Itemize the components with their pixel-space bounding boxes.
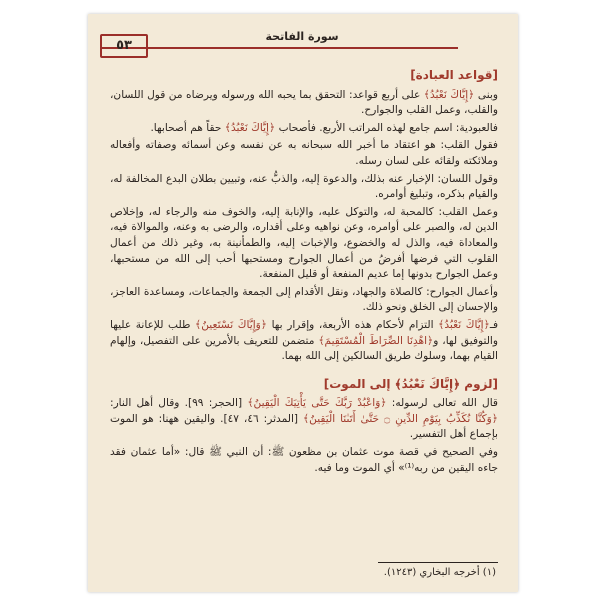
text: وبنى [474,88,498,101]
footnote-rule [378,562,498,563]
text: طلب للإعانة عليها والتوفيق لها، و [110,318,498,347]
text: فالعبودية: اسم جامع لهذه المراتب الأربع. فأصحاب [275,121,498,134]
text: [المدثر: ٤٦، ٤٧]. واليقين ههنا: هو الموت بإجماع أهل التفسير. [110,412,498,441]
spacer [110,367,498,375]
paragraph: وأعمال الجوارح: كالصلاة والجهاد، ونقل الأقدام إلى الجمعة والجماعات، ومساعدة العاجز، والإحسان إلى الخلق ونحو ذلك. [110,285,498,314]
quran-verse: ﴿وَاعْبُدْ رَبَّكَ حَتَّى يَأْتِيَكَ الْيَقِينُ﴾ [247,397,387,410]
surah-title: سورة الفاتحة [265,30,339,43]
paragraph: وقول اللسان: الإخبار عنه بذلك، والدعوة إليه، والذبُّ عنه، وتبيين بطلان البدع المخالفة له، والقيام بذكره، وتبليغ أوامره. [110,172,498,201]
section-heading-until-death [324,377,498,393]
text: على أربع قواعد: التحقق بما يحبه الله ورسوله ويرضاه من قول اللسان، والقلب، وعمل القلب والجوارح. [110,88,498,117]
quran-verse: ﴿إِيَّاكَ نَعْبُدُ﴾ [423,88,475,101]
header-rule [100,47,458,49]
quran-verse: ﴿إِيَّاكَ نَعْبُدُ﴾ [224,121,276,134]
quran-verse: ﴿إِيَّاكَ نَعْبُدُ﴾ [438,318,490,331]
page-header [100,30,504,54]
paragraph [110,121,498,137]
heading-text: [لزوم [460,376,498,391]
text: التزام لأحكام هذه الأربعة، وإقرار بها [266,318,439,331]
page-number: ٥٣ [100,34,148,58]
heading-verse: ﴿إِيَّاكَ نَعْبُدُ﴾ [394,376,461,391]
book-page [88,14,518,592]
paragraph [110,318,498,365]
paragraph [110,88,498,119]
heading-text: إلى الموت] [323,376,395,391]
quran-verse: ﴿اهْدِنَا الصِّرَاطَ الْمُسْتَقِيمَ﴾ [318,334,434,347]
footnote: (١) أخرجه البخاري (١٢٤٣). [383,567,496,578]
paragraph: فقول القلب: هو اعتقاد ما أخبر الله سبحانه به عن نفسه وعن أسمائه وصفاته وأفعاله وملائكته ولقائه على لسان رسله. [110,139,498,167]
section-heading-worship-rules: [قواعد العبادة] [410,68,498,82]
quran-verse: ﴿وَكُنَّا نُكَذِّبُ بِيَوْمِ الدِّينِ ۝ حَتَّىٰ أَتَىٰنَا الْيَقِينُ﴾ [302,412,499,425]
text: قال الله تعالى لرسوله: [386,397,499,410]
text: فـ [489,318,499,331]
text: [الحجر: ٩٩]. وقال أهل النار: [110,397,248,410]
text: متضمن للتعريف بالأمرين على التفصيل، وإلهام القيام بهما، وسلوك طريق السالكين إلى الله بهما. [110,334,498,363]
text: حقاً هم أصحابها. [150,121,225,134]
page-content [110,66,498,478]
paragraph: وفي الصحيح في قصة موت عثمان بن مظعون ﷺ: أن النبي ﷺ قال: «أما عثمان فقد جاءه اليقين من ربه⁽¹⁾» أي الموت وما فيه. [110,446,498,474]
quran-verse: ﴿وَإِيَّاكَ نَسْتَعِينُ﴾ [195,318,267,331]
paragraph [110,396,498,443]
paragraph: وعمل القلب: كالمحبة له، والتوكل عليه، والإنابة إليه، والخوف منه والرجاء له، وإخلاص الدين له، والصبر على أوامره، وعن نواهيه وعلى أقداره، والرضى به وعنه، والموالاة فيه، والمعاداة فيه، والذل له والخضوع، والإخبات إليه، والطمأنينة به، وغير ذلك من أعمال القلوب التي فرضها أفرضُ من أعمال الجوارح ومستحبها أحب إلى الله من مستحبها، وعمل الجوارح بدونها إما عديم المنفعة أو قليل المنفعة. [110,205,498,281]
